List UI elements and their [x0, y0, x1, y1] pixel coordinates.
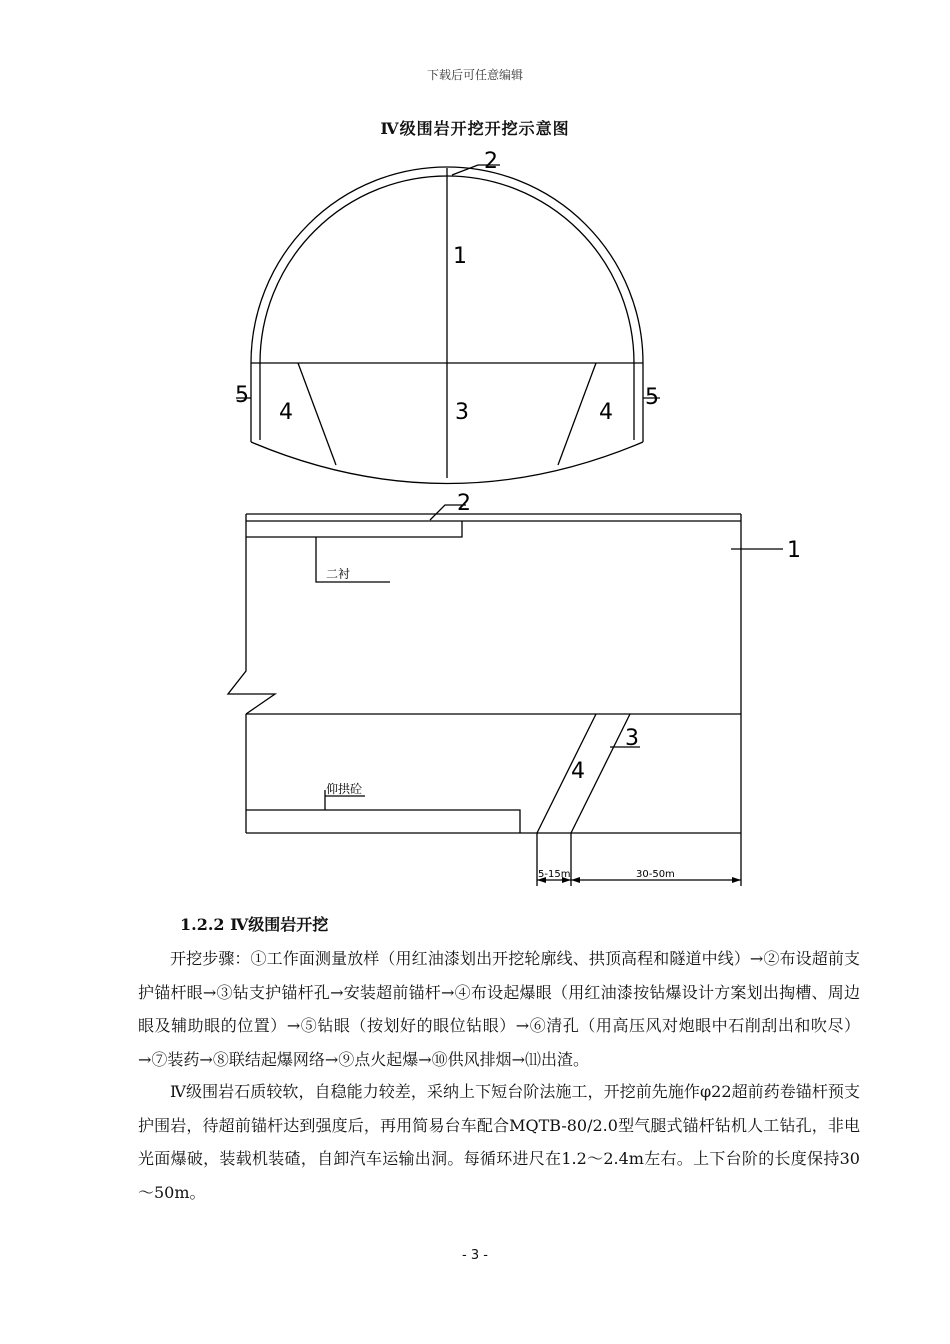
label-secondary-lining: 二衬 — [326, 567, 351, 581]
paragraph-steps: 开挖步骤：①工作面测量放样（用红油漆划出开挖轮廓线、拱顶高程和隧道中线）→②布设超前支护锚杆眼→③钻支护锚杆孔→安装超前锚杆→④布设起爆眼（用红油漆按钻爆设计方案划出掏槽、周边眼及辅助眼的位置）→⑤钻眼（按划好的眼位钻眼）→⑥清孔（用高压风对炮眼中石削刮出和吹尽）→⑦装药→⑧联结起爆网络→⑨点火起爆→⑩供风排烟→⑾出渣。 — [138, 949, 860, 1069]
label-dim-short: 5-15m — [538, 869, 571, 880]
left-slope — [298, 363, 336, 465]
invert-block — [246, 810, 520, 833]
label-dim-long: 30-50m — [636, 869, 675, 880]
label-upper-bench: 1 — [787, 538, 801, 563]
label-slope-line: 3 — [625, 726, 639, 751]
label-left-edge: 5 — [235, 383, 249, 408]
secondary-lining — [246, 521, 462, 537]
label-right-edge: 5 — [645, 385, 659, 410]
right-slope — [558, 363, 596, 465]
label-invert: 仰拱砼 — [326, 782, 363, 796]
paragraph-method: Ⅳ级围岩石质较软，自稳能力较差，采纳上下短台阶法施工，开挖前先施作φ22超前药卷锚杆预支护围岩，待超前锚杆达到强度后，再用简易台车配合MQTB-80/2.0型气腿式锚杆钻机人工钻孔，非电光面爆破，装载机装碴，自卸汽车运输出洞。每循环进尺在1.2～2.4m左右。上下台阶的长度保持30～50m。 — [138, 1082, 860, 1202]
upper-left-boundary — [228, 514, 275, 714]
figure-title: Ⅳ级围岩开挖开挖示意图 — [380, 119, 570, 138]
label-right-part: 4 — [599, 400, 613, 425]
label-left-part: 4 — [279, 400, 293, 425]
label-center: 3 — [455, 400, 469, 425]
page-number: - 3 - — [462, 1248, 488, 1263]
slope-left — [537, 714, 596, 833]
label-top: 2 — [484, 149, 498, 174]
excavation-diagram — [0, 140, 950, 900]
label-upper: 1 — [453, 244, 467, 269]
label-lining-top: 2 — [457, 491, 471, 516]
header-note: 下载后可任意编辑 — [426, 68, 523, 82]
label-slope-part: 4 — [571, 759, 585, 784]
section-heading: 1.2.2 Ⅳ级围岩开挖 — [180, 915, 329, 934]
